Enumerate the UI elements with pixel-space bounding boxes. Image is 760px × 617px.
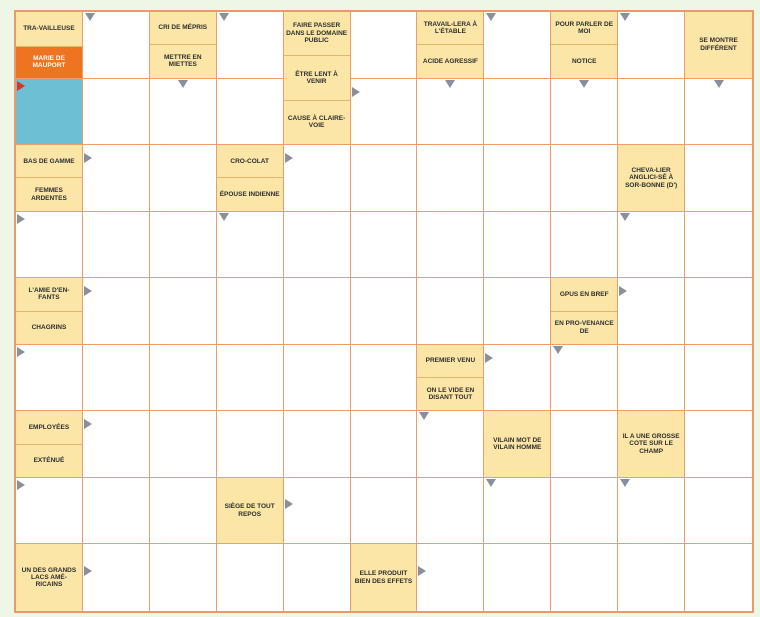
answer-cell[interactable]: [351, 345, 418, 412]
answer-cell[interactable]: [16, 345, 83, 412]
answer-cell[interactable]: [417, 278, 484, 345]
clue-text: FEMMES ARDENTES: [16, 177, 82, 210]
answer-cell[interactable]: [685, 411, 752, 478]
answer-cell[interactable]: [551, 145, 618, 212]
answer-cell[interactable]: [484, 145, 551, 212]
clue-text: NOTICE: [551, 44, 617, 77]
clue-cell: [685, 12, 752, 79]
answer-cell[interactable]: [351, 278, 418, 345]
clue-text: ÊTRE LENT À VENIR: [284, 55, 350, 99]
answer-cell[interactable]: [150, 478, 217, 545]
answer-cell[interactable]: [417, 79, 484, 146]
arrow-right-icon: [285, 153, 293, 163]
arrow-down-icon: [620, 479, 630, 487]
answer-cell[interactable]: [685, 345, 752, 412]
clue-cell: [618, 145, 685, 212]
photo-clue-image: [16, 79, 83, 146]
arrow-right-icon: [84, 566, 92, 576]
answer-cell[interactable]: [83, 411, 150, 478]
answer-cell[interactable]: [150, 79, 217, 146]
arrow-right-icon: [285, 499, 293, 509]
clue-cell: [417, 12, 484, 79]
answer-cell[interactable]: [618, 544, 685, 611]
answer-cell[interactable]: [351, 411, 418, 478]
answer-cell[interactable]: [484, 79, 551, 146]
arrow-right-icon: [17, 480, 25, 490]
answer-cell[interactable]: [351, 12, 418, 79]
answer-cell[interactable]: [217, 411, 284, 478]
arrow-down-icon: [219, 13, 229, 21]
clue-text: PREMIER VENU: [425, 357, 476, 365]
clue-cell: [417, 345, 484, 412]
clue-text: VILAIN MOT DE VILAIN HOMME: [493, 436, 542, 452]
answer-cell[interactable]: [150, 212, 217, 279]
arrow-right-icon: [17, 214, 25, 224]
answer-cell[interactable]: [83, 212, 150, 279]
answer-cell[interactable]: [351, 212, 418, 279]
answer-cell[interactable]: [484, 478, 551, 545]
answer-cell[interactable]: [83, 79, 150, 146]
answer-cell[interactable]: [150, 544, 217, 611]
answer-cell[interactable]: [484, 12, 551, 79]
answer-cell[interactable]: [484, 278, 551, 345]
answer-cell[interactable]: [417, 212, 484, 279]
arrow-right-icon: [352, 87, 360, 97]
answer-cell[interactable]: [284, 544, 351, 611]
answer-cell[interactable]: [83, 345, 150, 412]
arrow-down-icon: [219, 213, 229, 221]
clue-text: CRO-COLAT: [230, 157, 269, 165]
clue-text: EXTÉNUÉ: [16, 444, 82, 477]
answer-cell[interactable]: [417, 411, 484, 478]
answer-cell[interactable]: [484, 345, 551, 412]
answer-cell[interactable]: [351, 79, 418, 146]
answer-cell[interactable]: [618, 345, 685, 412]
arrow-down-icon: [579, 80, 589, 88]
arrow-right-icon: [84, 419, 92, 429]
clue-text: SIÈGE DE TOUT REPOS: [224, 503, 275, 518]
answer-cell[interactable]: [284, 145, 351, 212]
answer-cell[interactable]: [284, 478, 351, 545]
clue-cell: [351, 544, 418, 611]
answer-cell[interactable]: [83, 478, 150, 545]
clue-text: FAIRE PASSER DANS LE DOMAINE PUBLIC: [286, 22, 348, 45]
answer-cell[interactable]: [551, 345, 618, 412]
answer-cell[interactable]: [551, 79, 618, 146]
clue-cell: [551, 12, 618, 79]
arrow-right-icon: [418, 566, 426, 576]
clue-cell: [217, 478, 284, 545]
answer-cell[interactable]: [484, 212, 551, 279]
answer-cell[interactable]: [217, 12, 284, 79]
clue-text: CHEVA-LIER ANGLICI-SÉ À SOR-BONNE (D'): [625, 166, 678, 189]
answer-cell[interactable]: [83, 278, 150, 345]
answer-cell[interactable]: [618, 478, 685, 545]
clue-text: MARIE DE MAUPORT: [16, 46, 82, 77]
answer-cell[interactable]: [83, 145, 150, 212]
arrow-down-icon: [620, 13, 630, 21]
answer-cell[interactable]: [351, 478, 418, 545]
answer-cell[interactable]: [484, 544, 551, 611]
answer-cell[interactable]: [284, 212, 351, 279]
answer-cell[interactable]: [217, 544, 284, 611]
clue-text: EN PRO-VENANCE DE: [551, 311, 617, 344]
answer-cell[interactable]: [150, 345, 217, 412]
clue-text: ELLE PRODUIT BIEN DES EFFETS: [354, 570, 413, 585]
clue-cell: [16, 278, 83, 345]
answer-cell[interactable]: [551, 544, 618, 611]
answer-cell[interactable]: [83, 12, 150, 79]
arrow-right-icon: [84, 286, 92, 296]
answer-cell[interactable]: [618, 278, 685, 345]
arrow-down-icon: [178, 80, 188, 88]
arrow-down-icon: [486, 479, 496, 487]
clue-cell: [16, 544, 83, 611]
clue-text: L'AMIE D'EN-FANTS: [28, 286, 70, 302]
clue-cell: [16, 411, 83, 478]
answer-cell[interactable]: [685, 212, 752, 279]
answer-cell[interactable]: [618, 79, 685, 146]
clue-text: EMPLOYÉES: [28, 423, 70, 431]
clue-cell: [217, 145, 284, 212]
answer-cell[interactable]: [685, 544, 752, 611]
answer-cell[interactable]: [150, 278, 217, 345]
answer-cell[interactable]: [217, 212, 284, 279]
answer-cell[interactable]: [685, 278, 752, 345]
clue-cell: [16, 145, 83, 212]
arrow-right-icon: [17, 81, 25, 91]
answer-cell[interactable]: [83, 544, 150, 611]
answer-cell[interactable]: [618, 212, 685, 279]
answer-cell[interactable]: [685, 478, 752, 545]
clue-text: ACIDE AGRESSIF: [417, 44, 483, 77]
clue-text: BAS DE GAMME: [23, 157, 75, 165]
arrow-down-icon: [553, 346, 563, 354]
answer-cell[interactable]: [417, 478, 484, 545]
clue-cell: [551, 278, 618, 345]
clue-text: TRAVAIL-LERA À L'ÉTABLE: [423, 20, 478, 36]
clue-text: TRA-VAILLEUSE: [23, 25, 75, 33]
answer-cell[interactable]: [685, 79, 752, 146]
clue-cell: [618, 411, 685, 478]
clue-text: UN DES GRANDS LACS AMÉ-RICAINS: [21, 566, 77, 589]
answer-cell[interactable]: [551, 478, 618, 545]
clue-text: GPUS EN BREF: [559, 290, 609, 298]
answer-cell[interactable]: [685, 145, 752, 212]
arrow-right-icon: [619, 286, 627, 296]
clue-cell: [16, 12, 83, 79]
arrow-down-icon: [419, 412, 429, 420]
answer-cell[interactable]: [217, 79, 284, 146]
answer-cell[interactable]: [16, 212, 83, 279]
answer-cell[interactable]: [551, 212, 618, 279]
answer-cell[interactable]: [284, 278, 351, 345]
clue-cell: [284, 12, 351, 145]
answer-cell[interactable]: [217, 345, 284, 412]
clue-text: CAUSE À CLAIRE-VOIE: [284, 100, 350, 144]
clue-text: IL A UNE GROSSE COTE SUR LE CHAMP: [622, 432, 680, 455]
answer-cell[interactable]: [417, 544, 484, 611]
answer-cell[interactable]: [618, 12, 685, 79]
answer-cell[interactable]: [284, 411, 351, 478]
clue-cell: [150, 12, 217, 79]
arrow-down-icon: [85, 13, 95, 21]
clue-text: ÉPOUSE INDIENNE: [217, 177, 283, 210]
arrow-down-icon: [486, 13, 496, 21]
crossword-grid: [14, 10, 754, 613]
answer-cell[interactable]: [150, 145, 217, 212]
arrow-right-icon: [17, 347, 25, 357]
arrow-down-icon: [620, 213, 630, 221]
arrow-right-icon: [485, 353, 493, 363]
clue-text: ON LE VIDE EN DISANT TOUT: [417, 377, 483, 410]
answer-cell[interactable]: [284, 345, 351, 412]
clue-text: POUR PARLER DE MOI: [555, 20, 614, 36]
clue-text: CHAGRINS: [16, 311, 82, 344]
answer-cell[interactable]: [551, 411, 618, 478]
answer-cell[interactable]: [16, 478, 83, 545]
answer-cell[interactable]: [150, 411, 217, 478]
answer-cell[interactable]: [351, 145, 418, 212]
answer-cell[interactable]: [217, 278, 284, 345]
clue-text: METTRE EN MIETTES: [150, 44, 216, 77]
arrow-right-icon: [84, 153, 92, 163]
arrow-down-icon: [445, 80, 455, 88]
clue-text: CRI DE MÉPRIS: [158, 24, 208, 32]
clue-text: SE MONTRE DIFFÉRENT: [699, 37, 738, 52]
answer-cell[interactable]: [417, 145, 484, 212]
clue-cell: [484, 411, 551, 478]
arrow-down-icon: [714, 80, 724, 88]
